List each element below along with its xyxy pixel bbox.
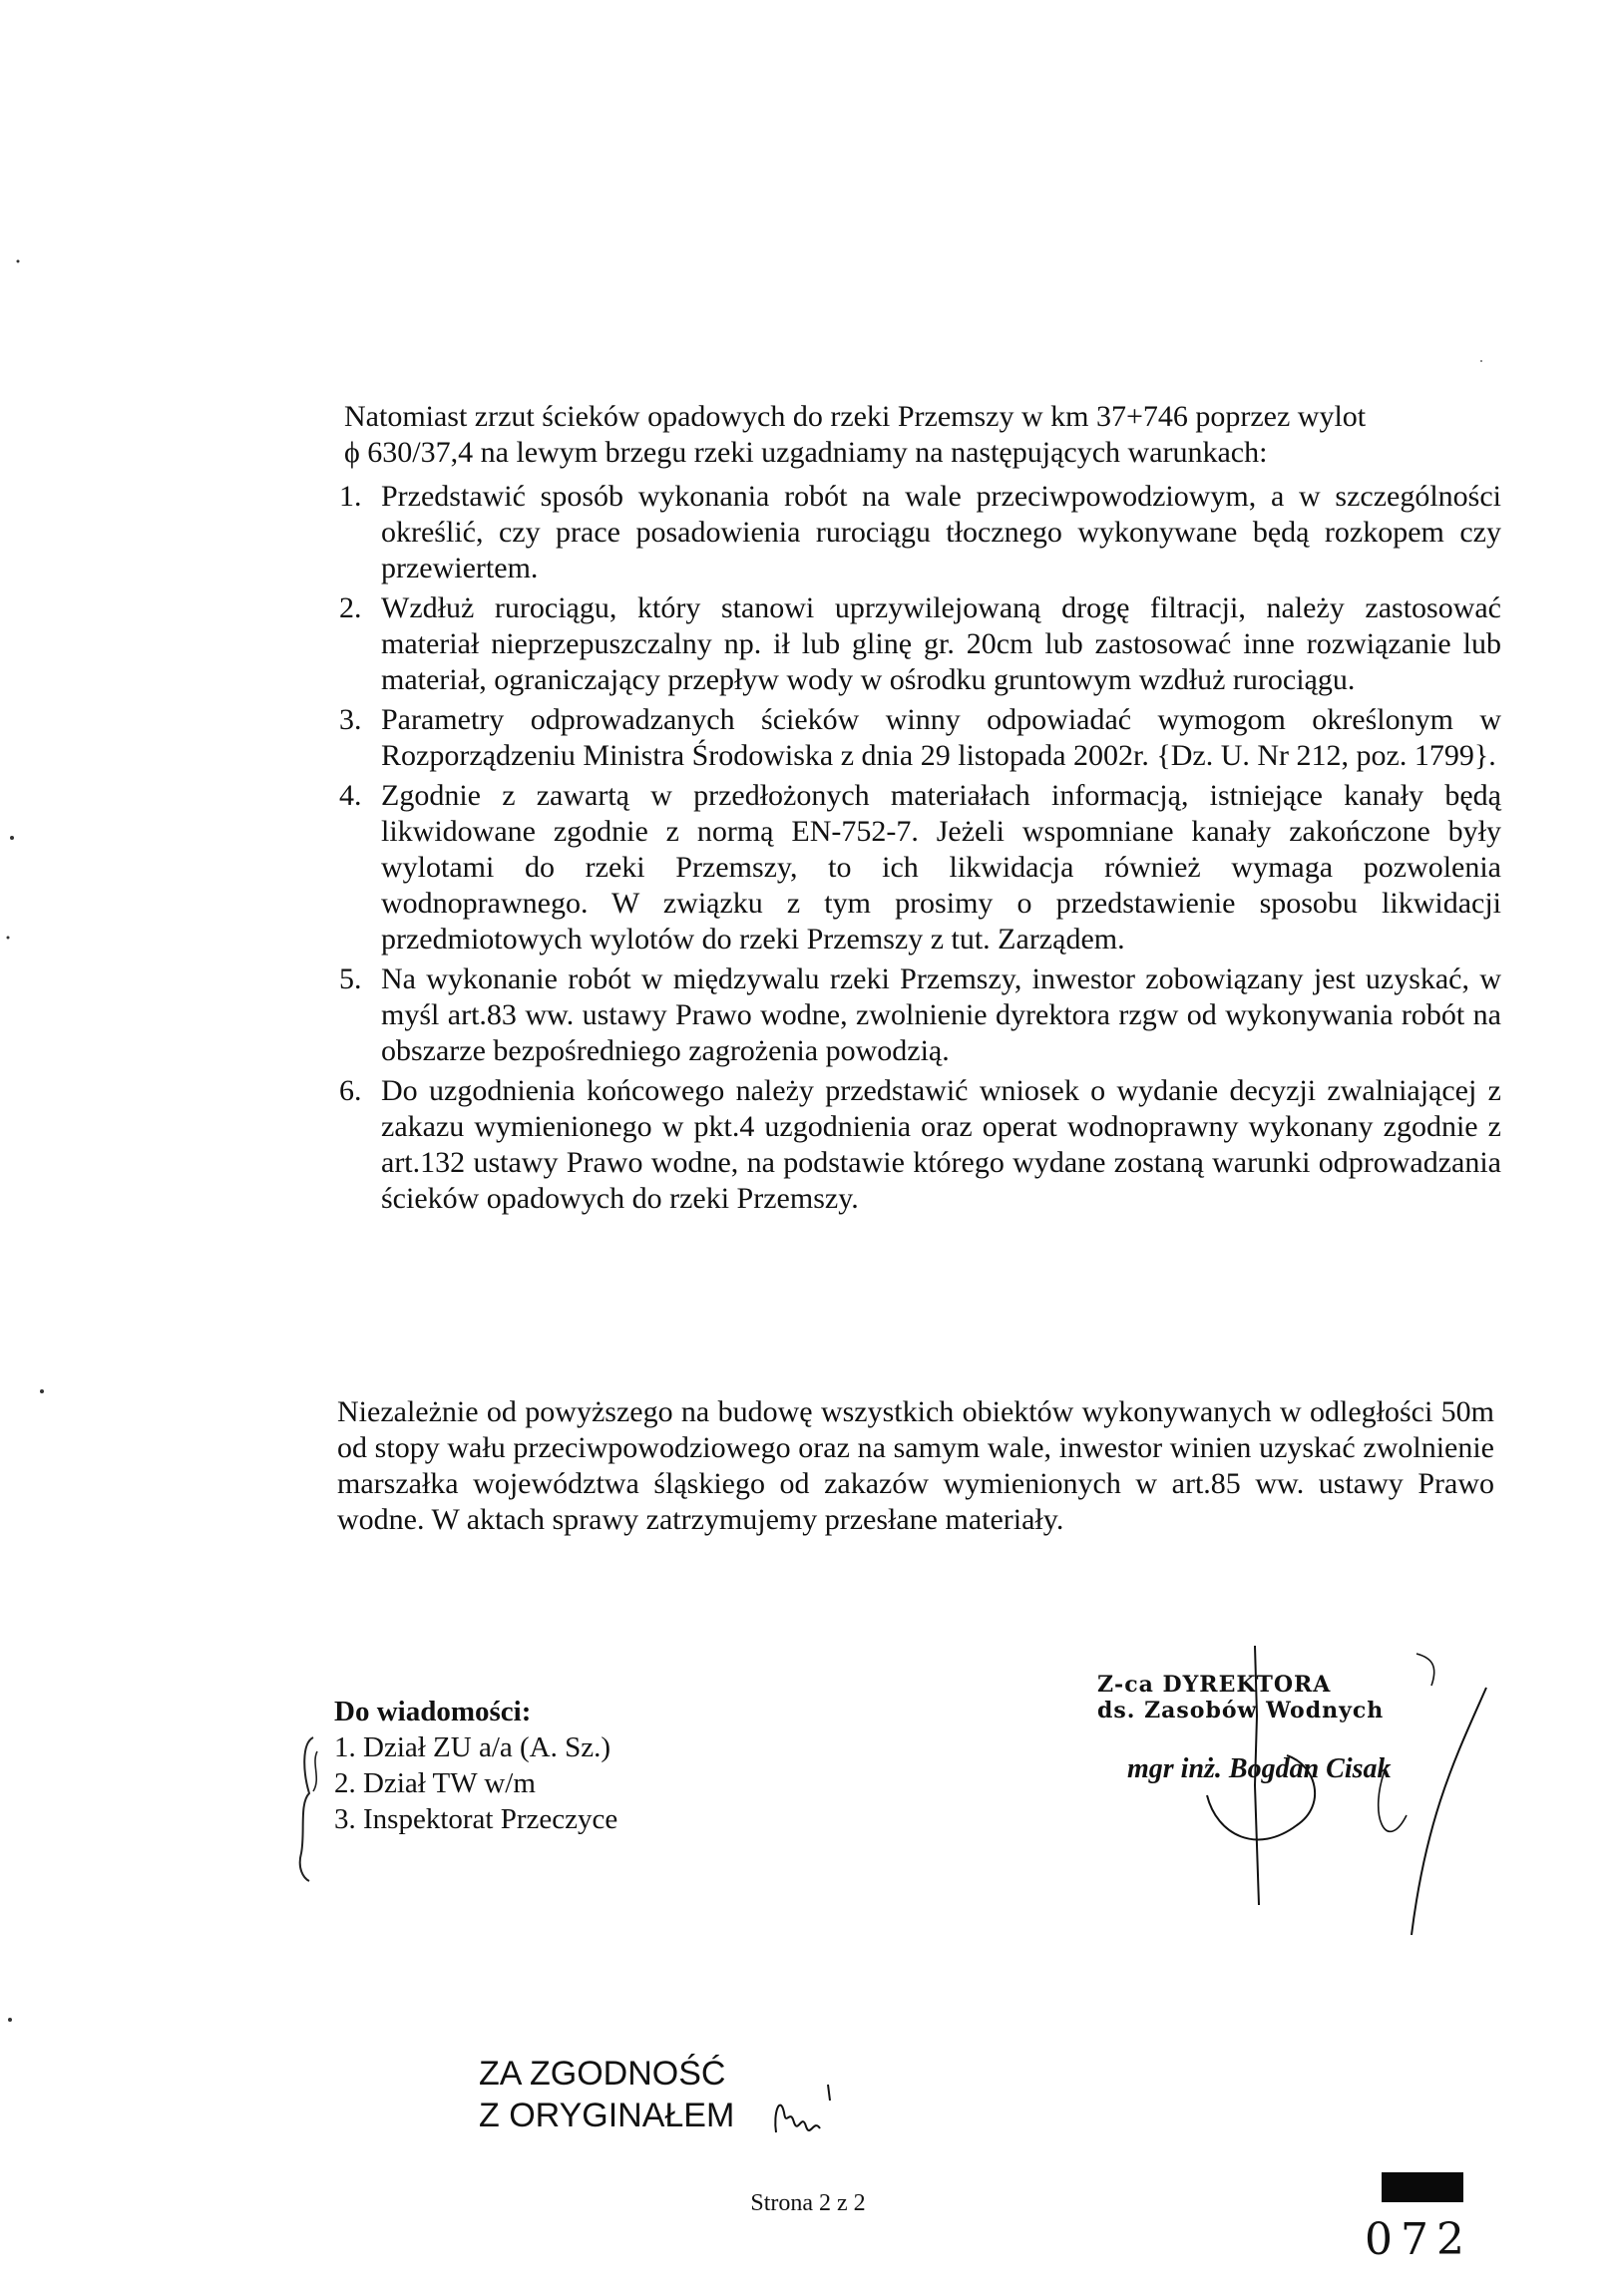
signature-title-line-2: ds. Zasobów Wodnych — [1097, 1698, 1385, 1723]
page-footer: Strona 2 z 2 — [750, 2190, 866, 2216]
signatory-name: mgr inż. Bogdan Cisak — [1127, 1753, 1392, 1784]
condition-text: Do uzgodnienia końcowego należy przedstawić wniosek o wydanie decyzji zwalniającej z zakazu wymienionego w pkt.4 uzgodnienia oraz operat wodnoprawny wykonany zgodnie z art.132 ustawy Prawo wodne, na podstawie którego wydane zostaną warunki odprowadzania ścieków opadowych do rzeki Przemszy. — [381, 1074, 1501, 1215]
condition-number: 1. — [339, 480, 362, 513]
condition-text: Przedstawić sposób wykonania robót na wale przeciwpowodziowym, a w szczególności określić, czy prace posadowienia rurociągu tłocznego wykonywane będą rozkopem czy przewiertem. — [381, 480, 1501, 584]
condition-number: 6. — [339, 1074, 362, 1107]
condition-text: Wzdłuż rurociągu, który stanowi uprzywilejowaną drogę filtracji, należy zastosować materiał nieprzepuszczalny np. ił lub glinę gr. 20cm lub zastosować inne rozwiązanie lub materiał, ograniczający przepływ wody w ośrodku gruntowym wzdłuż rurociągu. — [381, 591, 1501, 696]
distribution-heading: Do wiadomości: — [334, 1696, 532, 1727]
condition-text: Na wykonanie robót w międzywalu rzeki Przemszy, inwestor zobowiązany jest uzyskać, w myśl art.83 ww. ustawy Prawo wodne, zwolnienie dyrektora rzgw od wykonywania robót na obszarze bezpośredniego zagrożenia powodzią. — [381, 962, 1501, 1067]
condition-number: 3. — [339, 703, 362, 736]
distribution-item: 1. Dział ZU a/a (A. Sz.) — [334, 1731, 611, 1763]
condition-text: Zgodnie z zawartą w przedłożonych materiałach informacją, istniejące kanały będą likwidowane zgodnie z normą EN-752-7. Jeżeli wspomniane kanały zakończone były wylotami do rzeki Przemszy, to ich likwidacja również wymaga pozwolenia wodnoprawnego. W związku z tym prosimy o przedstawienie sposobu likwidacji przedmiotowych wylotów do rzeki Przemszy z tut. Zarządem. — [381, 779, 1501, 956]
condition-number: 5. — [339, 962, 362, 995]
distribution-item: 3. Inspektorat Przeczyce — [334, 1803, 618, 1835]
condition-number: 4. — [339, 779, 362, 812]
stamp-line-1: ZA ZGODNOŚĆ — [479, 2055, 726, 2093]
condition-text: Parametry odprowadzanych ścieków winny odpowiadać wymogom określonym w Rozporządzeniu Ministra Środowiska z dnia 29 listopada 2002r. {Dz. U. Nr 212, poz. 1799}. — [381, 703, 1501, 772]
condition-number: 2. — [339, 591, 362, 624]
document-number: 072 — [1365, 2214, 1472, 2265]
distribution-item: 2. Dział TW w/m — [334, 1767, 536, 1799]
stamp-line-2: Z ORYGINAŁEM — [479, 2097, 735, 2134]
intro-line-2: ϕ 630/37,4 na lewym brzegu rzeki uzgadniamy na następujących warunkach: — [344, 436, 1268, 469]
signature-title-line-1: Z-ca DYREKTORA — [1097, 1672, 1332, 1698]
intro-line-1: Natomiast zrzut ścieków opadowych do rzeki Przemszy w km 37+746 poprzez wylot — [344, 400, 1367, 433]
closing-paragraph: Niezależnie od powyższego na budowę wszystkich obiektów wykonywanych w odległości 50m od stopy wału przeciwpowodziowego oraz na samym wale, inwestor winien uzyskać zwolnienie marszałka województwa śląskiego od zakazów wymienionych w art.85 ww. ustawy Prawo wodne. W aktach sprawy zatrzymujemy przesłane materiały. — [337, 1395, 1494, 1536]
